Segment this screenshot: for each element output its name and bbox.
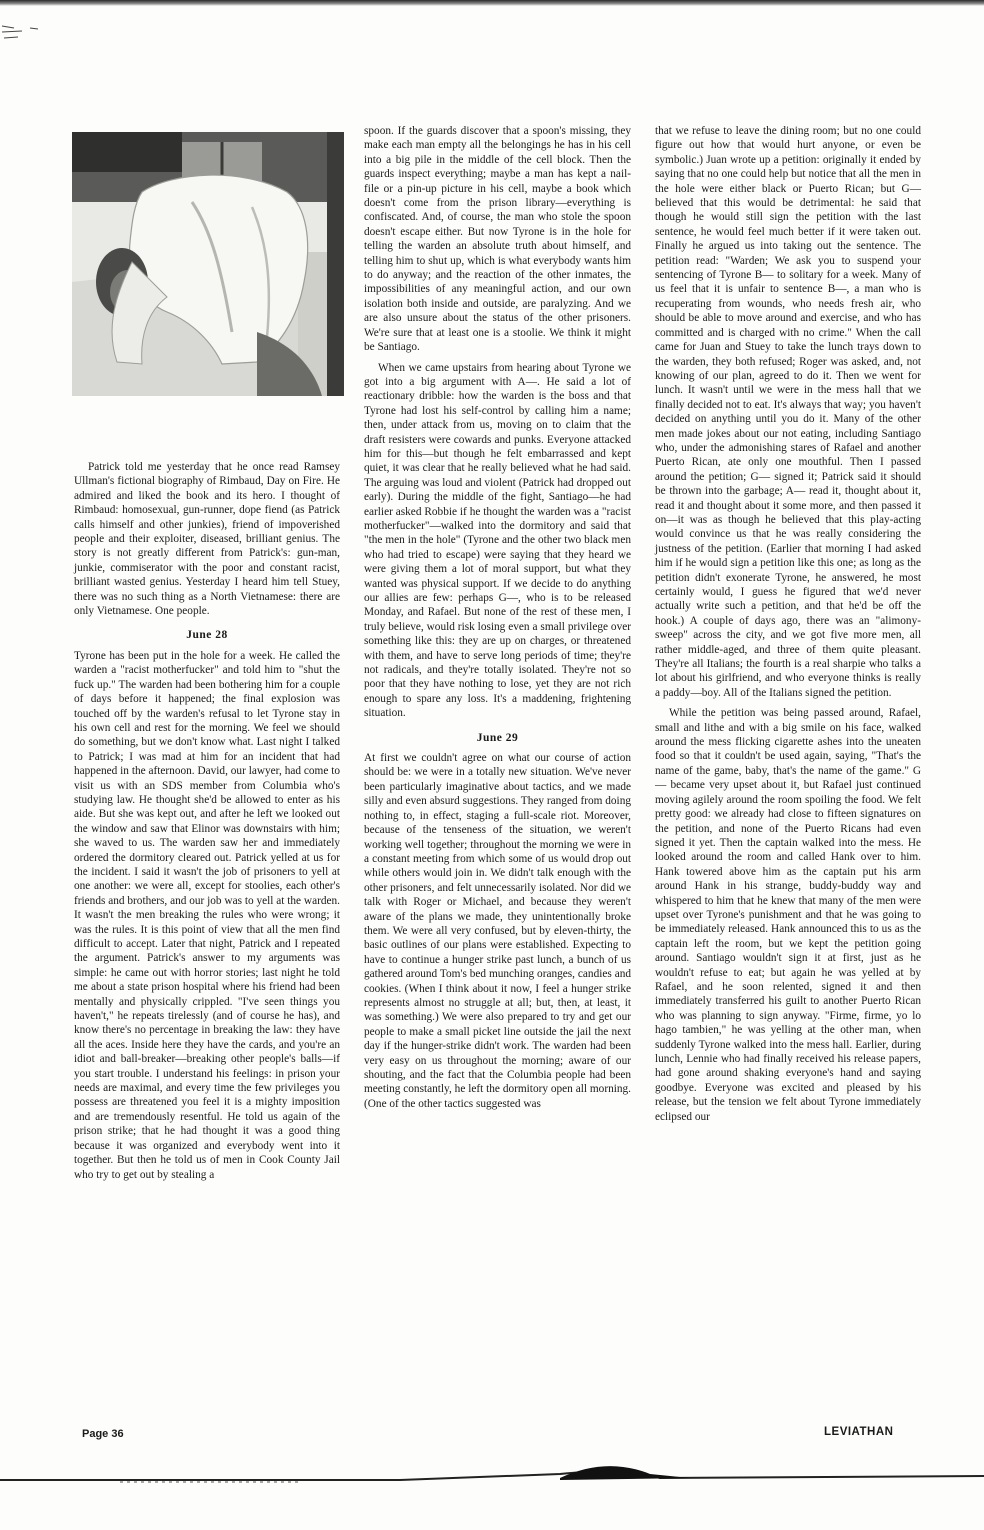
article-column-1 bbox=[74, 460, 340, 1188]
paragraph: Tyrone has been put in the hole for a week. He called the warden a "racist motherfucker" and told him to "shut the fuck up." The warden had been bothering him for a couple of days before it happened; the final explosion was touched off by the warden's refusal to let Tyrone stay in his own cell and rest for the morning. We feel we should do something, but we don't know what. Last night I talked to Patrick; I was mad at him for an incident that had happened in the afternoon. David, our lawyer, had come to visit us with an SDS member from Columbia who's studying law. He thought she'd be allowed to enter as his aide. But she was kept out, and after he left we looked out the window and saw that Elinor was downstairs with him; she waved to us. The warden saw her and immediately ordered the dormitory cleared out. Patrick yelled at us for the incident. I said it wasn't the job of prisoners to yell at one another: we were all, except for stoolies, each other's friends and brothers, and our job was to yell at the warden. It wasn't the men breaking the rules who were wrong; it was the rules. It is this point of view that all the men find difficult to accept. Later that night, Patrick and I repeated the argument. Patrick's answer to my arguments was simple: he came out with horror stories; last night he told me about a state prison hospital where his friend had been mentally and physically crippled. "I've seen things you haven't," he repeats tirelessly (and of course he has), and know there's no percentage in breaking the law: they have all the aces. Inside here they have the cards, and you're an idiot and ball-breaker—breaking other people's balls—if you start trouble. I understand his feelings: in prison your needs are maximal, and every time the few privileges you possess are threatened you feel it is a mighty imposition and are tremendously resentful. He told us again of the prison strike; that he had thought it was a good thing because it was organized and everybody went into it together. But then he told us of men in Cook County Jail who try to get out by stealing a bbox=[74, 649, 340, 1181]
paragraph: spoon. If the guards discover that a spoon's missing, they make each man empty all the belongings he has in his cell into a big pile in the middle of the cell block. Then the guards inspect everything; maybe a man has kept a nail-file or a pin-up picture in his cell, maybe a book which doesn't come from the prison library—everything is confiscated. And, of course, the man who stole the spoon doesn't escape either. But now Tyrone is in the hole for telling the warden an absolute truth about himself, and telling him to shut up, which is what everybody wants him to do anyway; and the reaction of the other inmates, the impossibilities of any meaningful action, and our own isolation both inside and outside, are paralyzing. And we are also unsure about the status of the other prisoners. We're sure that at least one is a stoolie. We think it might be Santiago. bbox=[364, 125, 631, 354]
bottom-ink-smear bbox=[0, 1456, 984, 1496]
paragraph: While the petition was being passed around, Rafael, small and lithe and with a big smile on his face, walked around the mess flicking cigarette ashes into the uneaten food so that it couldn't be used again, saying, "That's the name of the game, baby, that's the name of the game." G— became very upset about it, but Rafael just continued moving agilely around the room spoiling the food. We felt pretty good: we already had close to fifteen signatures on the petition, and none of the Puerto Ricans had even signed it yet. Then the captain walked into the mess. He looked around the room and called Hank over to him. Hank towered above him as the captain put his arm around Hank in his strange, buddy-buddy way and whispered to him that he knew that many of the men were upset over Tyrone's punishment and that he was going to be immediately released. Hank announced this to us as the captain left the room, but we kept the petition going around. Santiago wouldn't sign it at first, just as he wouldn't refuse to eat; but again he was yelled at by Rafael, and he soon relented, signed it and then immediately transferred his guilt to another Puerto Rican who was planning to sign anyway. "Firme, firme, yo lo hago tambien," he was yelling at the other man, when suddenly Tyrone walked into the mess hall. Earlier, during lunch, Lennie who had finally received his release papers, had gone around shaking everyone's hand and saying goodbye. Everyone was excited and pleased by his release, but the tension we felt about Tyrone immediately eclipsed our bbox=[655, 707, 921, 1123]
paragraph: At first we couldn't agree on what our course of action should be: we were in a totally new situation. We've never been particularly imaginative about tactics, and we made silly and even absurd suggestions. They ranged from doing nothing to, in effect, staging a full-scale riot. Moreover, because of the tenseness of the situation, we weren't working well together; throughout the morning we were in a constant meeting from which some of us would drop out while others would join in. We didn't talk enough with the other prisoners, and felt unnecessarily isolated. Nor did we talk with Roger or Michael, and because they weren't aware of the plans we made, they unintentionally broke them. We were all very confused, but by eleven-thirty, the basic outlines of our plans were established. Expecting to have to continue a hunger strike past lunch, a bunch of us gathered around Tom's bed munching oranges, candies and cookies. (When I think about it now, I feel a hunger strike represents almost no struggle at all; but, then, at least, it was something.) We were also prepared to try and get our people to make a small picket line outside the jail the next day if the hunger-strike didn't work. The warden had been very easy on us throughout the morning; aware of our shouting, and the fact that the Columbia people had been meeting constantly, he left the dormitory open all morning. (One of the other tactics suggested was bbox=[364, 752, 631, 1110]
article-photo bbox=[72, 132, 344, 396]
page-number: Page 36 bbox=[82, 1428, 124, 1440]
photograph-man-leaning-over-table-icon bbox=[72, 132, 344, 396]
article-column-2 bbox=[364, 124, 631, 1117]
paragraph: that we refuse to leave the dining room; but no one could figure out how that would hurt anyone, or even be symbolic.) Juan wrote up a petition: originally it ended by saying that no one could help but notice that all the men in the hole were either black or Puerto Rican; but G— believed that this would be detrimental: he said that though he would still sign the petition with the last sentence, he would feel much better if it were taken out. Finally he argued us into taking out the sentence. The petition read: "Warden; We ask you to suspend your sentencing of Tyrone B— to solitary for a week. Many of us feel that it is unfair to sentence B—, a man who is recuperating from wounds, who needs fresh air, who should be able to move around and exercise, and who has committed and is charged with no crime." When the call came for Juan and Stuey to take the lunch trays down to the warden, they both refused; Roger was asked, and, not knowing of our plan, agreed to do it. Then we went for lunch. It wasn't until we were in the mess hall that we finally decided not to eat. It's always that way; you haven't decided on anything until you do it. Many of the other men made jokes about our not eating, including Santiago who, under the admonishing stares of Rafael and another Puerto Rican, ate only one mouthful. Then I passed around the petition; G— signed it; Patrick said it should be thrown into the garbage; A— read it, thought about it, read it and thought about it some more, and then passed it on—it was as though he believed that this play-acting would convince us that he was really considering the justness of the petition. (Earlier that morning I had asked him if he would sign a petition like this one; as long as the petition didn't exonerate Tyrone, he answered, he most certainly would, I guess he figured that we'd never actually write such a petition, and that he'd be off the hook.) A couple of days ago, there was an "alimony-sweep" across the city, and we got five more men, all rather middle-aged, and three of them quite pleasant. They're all Italians; the fourth is a real sharpie who talks a lot about his girlfriend, and who everyone thinks is really a paddy—boy. All of the Italians signed the petition. bbox=[655, 125, 921, 699]
date-heading: June 28 bbox=[186, 629, 228, 642]
corner-scratch-marks bbox=[0, 22, 40, 52]
paragraph: Patrick told me yesterday that he once read Ramsey Ullman's fictional biography of Rimbaud, Day on Fire. He admired and liked the book and its hero. I thought of Rimbaud: homosexual, gun-runner, dope fiend (as Patrick calls himself and other junkies), friend of impoverished people and their exploiter, diseased, brilliant genius. The story is not greatly different from Patrick's: gun-man, junkie, commiserator with the poor and constant racist, brilliant wasted genius. Yesterday I heard him tell Stuey, there was no such thing as a North Vietnamese: there are only Vietnamese. One people. bbox=[74, 461, 340, 618]
paragraph: When we came upstairs from hearing about Tyrone we got into a big argument with A—. He said a lot of reactionary dribble: how the warden is the boss and that Tyrone had lost his self-control by calling him a name; then, under attack from us, moving on to claim that the draft resisters were cowards and punks. Everyone attacked him for this—but though he felt embarrassed and kept quiet, it was clear that he really believed what he had said. The arguing was loud and violent (Patrick had dropped out early). During the middle of the fight, Santiago—he had earlier asked Robbie if he thought the warden was a "racist motherfucker"—walked into the dormitory and said that "the men in the hole" (Tyrone and the other two black men who had tried to escape) were saying that they heard we were giving them a lot of moral support, but what they wanted was physical support. If we decide to do anything our allies are few: perhaps G—, who is to be released Monday, and Rafael. But none of the rest of these men, I truly believe, would risk losing even a small privilege over something like this: they are up on charges, or threatened with them, and have to serve long periods of time; they're not radicals, and they're totally isolated. They're not so poor that they have nothing to lose, yet they are not rich enough to spare any loss. It's a maddening, frightening situation. bbox=[364, 361, 631, 720]
page-top-edge bbox=[0, 0, 984, 6]
article-column-3 bbox=[655, 124, 921, 1130]
publication-name: LEVIATHAN bbox=[824, 1426, 894, 1438]
date-heading: June 29 bbox=[476, 731, 519, 744]
